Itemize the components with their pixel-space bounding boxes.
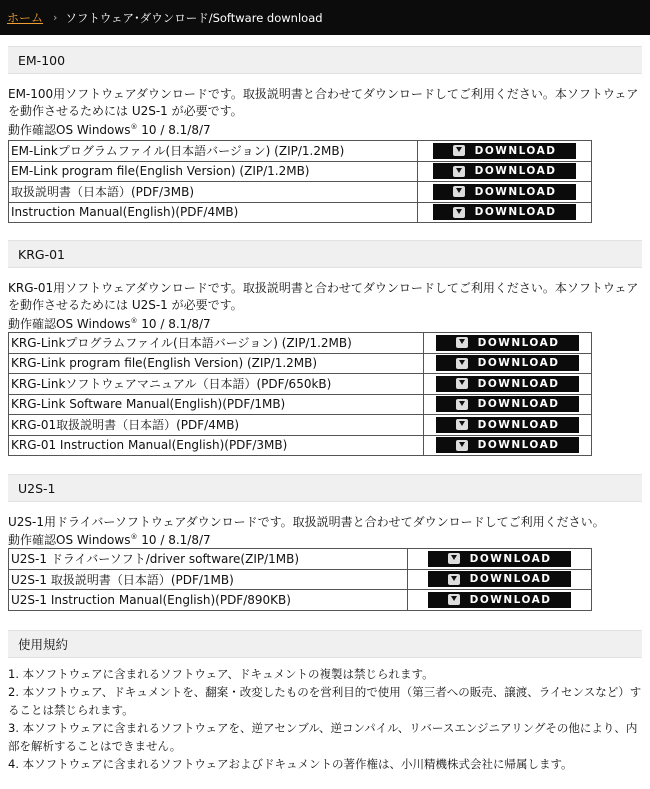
section-title: EM-100 [18,52,66,68]
os-requirement: 動作確認OS Windows® 10 / 8.1/8/7 [8,533,211,547]
file-name: Instruction Manual(English)(PDF/4MB) [9,202,418,223]
table-row [9,569,592,590]
file-name: EM-Linkプログラムファイル(日本語バージョン) (ZIP/1.2MB) [9,141,418,162]
breadcrumb-separator-icon: › [53,11,58,24]
list-item: 2. 本ソフトウェア、ドキュメントを、翻案・改変したものを営利目的で使用（第三者への販売、譲渡、ライセンスなど）することは禁じられます。 [8,685,642,717]
download-table-em100 [8,140,592,223]
download-button[interactable]: DOWNLOAD [428,592,571,608]
section-header-u2s1 [8,474,642,502]
download-button[interactable]: DOWNLOAD [433,184,576,200]
download-table-u2s1 [8,548,592,611]
table-row [9,202,592,223]
download-icon [448,574,460,585]
table-row [9,374,592,395]
download-icon [456,419,468,430]
download-icon [456,378,468,389]
breadcrumb-home-link[interactable]: ホーム [7,11,44,25]
table-row [9,333,592,354]
download-icon [456,440,468,451]
table-row [9,549,592,570]
section-description: KRG-01用ソフトウェアダウンロードです。取扱説明書と合わせてダウンロードしてご利用ください。本ソフトウェアを動作させるためには U2S-1 が必要です。 [8,281,639,312]
table-row [9,141,592,162]
download-button[interactable]: DOWNLOAD [436,437,579,453]
file-name: KRG-Link program file(English Version) (ZIP/1.2MB) [9,353,424,374]
file-name: U2S-1 取扱説明書（日本語）(PDF/1MB) [9,569,408,590]
file-name: U2S-1 ドライバーソフト/driver software(ZIP/1MB) [9,549,408,570]
table-row [9,435,592,456]
breadcrumb-current: ソフトウェア･ダウンロード/Software download [65,10,323,25]
table-row [9,353,592,374]
download-button[interactable]: DOWNLOAD [433,204,576,220]
download-icon [453,145,465,156]
table-row [9,590,592,611]
os-requirement: 動作確認OS Windows® 10 / 8.1/8/7 [8,123,211,137]
download-icon [453,166,465,177]
file-name: KRG-01 Instruction Manual(English)(PDF/3MB) [9,435,424,456]
download-button[interactable]: DOWNLOAD [428,551,571,567]
download-button[interactable]: DOWNLOAD [433,163,576,179]
download-button[interactable]: DOWNLOAD [436,417,579,433]
download-icon [453,186,465,197]
section-header-em100 [8,46,642,74]
list-item: 1. 本ソフトウェアに含まれるソフトウェア、ドキュメントの複製は禁じられます。 [8,667,434,681]
download-button[interactable]: DOWNLOAD [428,571,571,587]
download-button[interactable]: DOWNLOAD [436,355,579,371]
download-icon [456,399,468,410]
download-button[interactable]: DOWNLOAD [436,335,579,351]
file-name: U2S-1 Instruction Manual(English)(PDF/890KB) [9,590,408,611]
breadcrumb-bar [0,0,650,35]
download-icon [456,358,468,369]
download-button[interactable]: DOWNLOAD [436,396,579,412]
section-header-terms [8,630,642,658]
file-name: KRG-01取扱説明書（日本語）(PDF/4MB) [9,415,424,436]
list-item: 3. 本ソフトウェアに含まれるソフトウェアを、逆アセンブル、逆コンパイル、リバースエンジニアリングその他により、内部を解析することはできません。 [8,721,638,753]
file-name: 取扱説明書（日本語）(PDF/3MB) [9,182,418,203]
section-description: EM-100用ソフトウェアダウンロードです。取扱説明書と合わせてダウンロードしてご利用ください。本ソフトウェアを動作させるためには U2S-1 が必要です。 [8,87,639,118]
download-icon [448,594,460,605]
table-row [9,182,592,203]
table-row [9,161,592,182]
terms-title: 使用規約 [18,637,69,652]
file-name: KRG-Link Software Manual(English)(PDF/1MB) [9,394,424,415]
section-description: U2S-1用ドライバーソフトウェアダウンロードです。取扱説明書と合わせてダウンロードしてご利用ください。 [8,515,605,529]
section-title: U2S-1 [18,480,56,496]
download-icon [448,553,460,564]
download-button[interactable]: DOWNLOAD [436,376,579,392]
terms-list [8,665,642,773]
list-item: 4. 本ソフトウェアに含まれるソフトウェアおよびドキュメントの著作権は、小川精機株式会社に帰属します。 [8,757,573,771]
download-button[interactable]: DOWNLOAD [433,143,576,159]
table-row [9,415,592,436]
section-title: KRG-01 [18,246,65,262]
os-requirement: 動作確認OS Windows® 10 / 8.1/8/7 [8,317,211,331]
download-icon [453,207,465,218]
section-header-krg01 [8,240,642,268]
file-name: KRG-Linkプログラムファイル(日本語バージョン) (ZIP/1.2MB) [9,333,424,354]
file-name: KRG-Linkソフトウェアマニュアル（日本語）(PDF/650kB) [9,374,424,395]
download-icon [456,337,468,348]
download-table-krg01 [8,332,592,456]
table-row [9,394,592,415]
file-name: EM-Link program file(English Version) (ZIP/1.2MB) [9,161,418,182]
